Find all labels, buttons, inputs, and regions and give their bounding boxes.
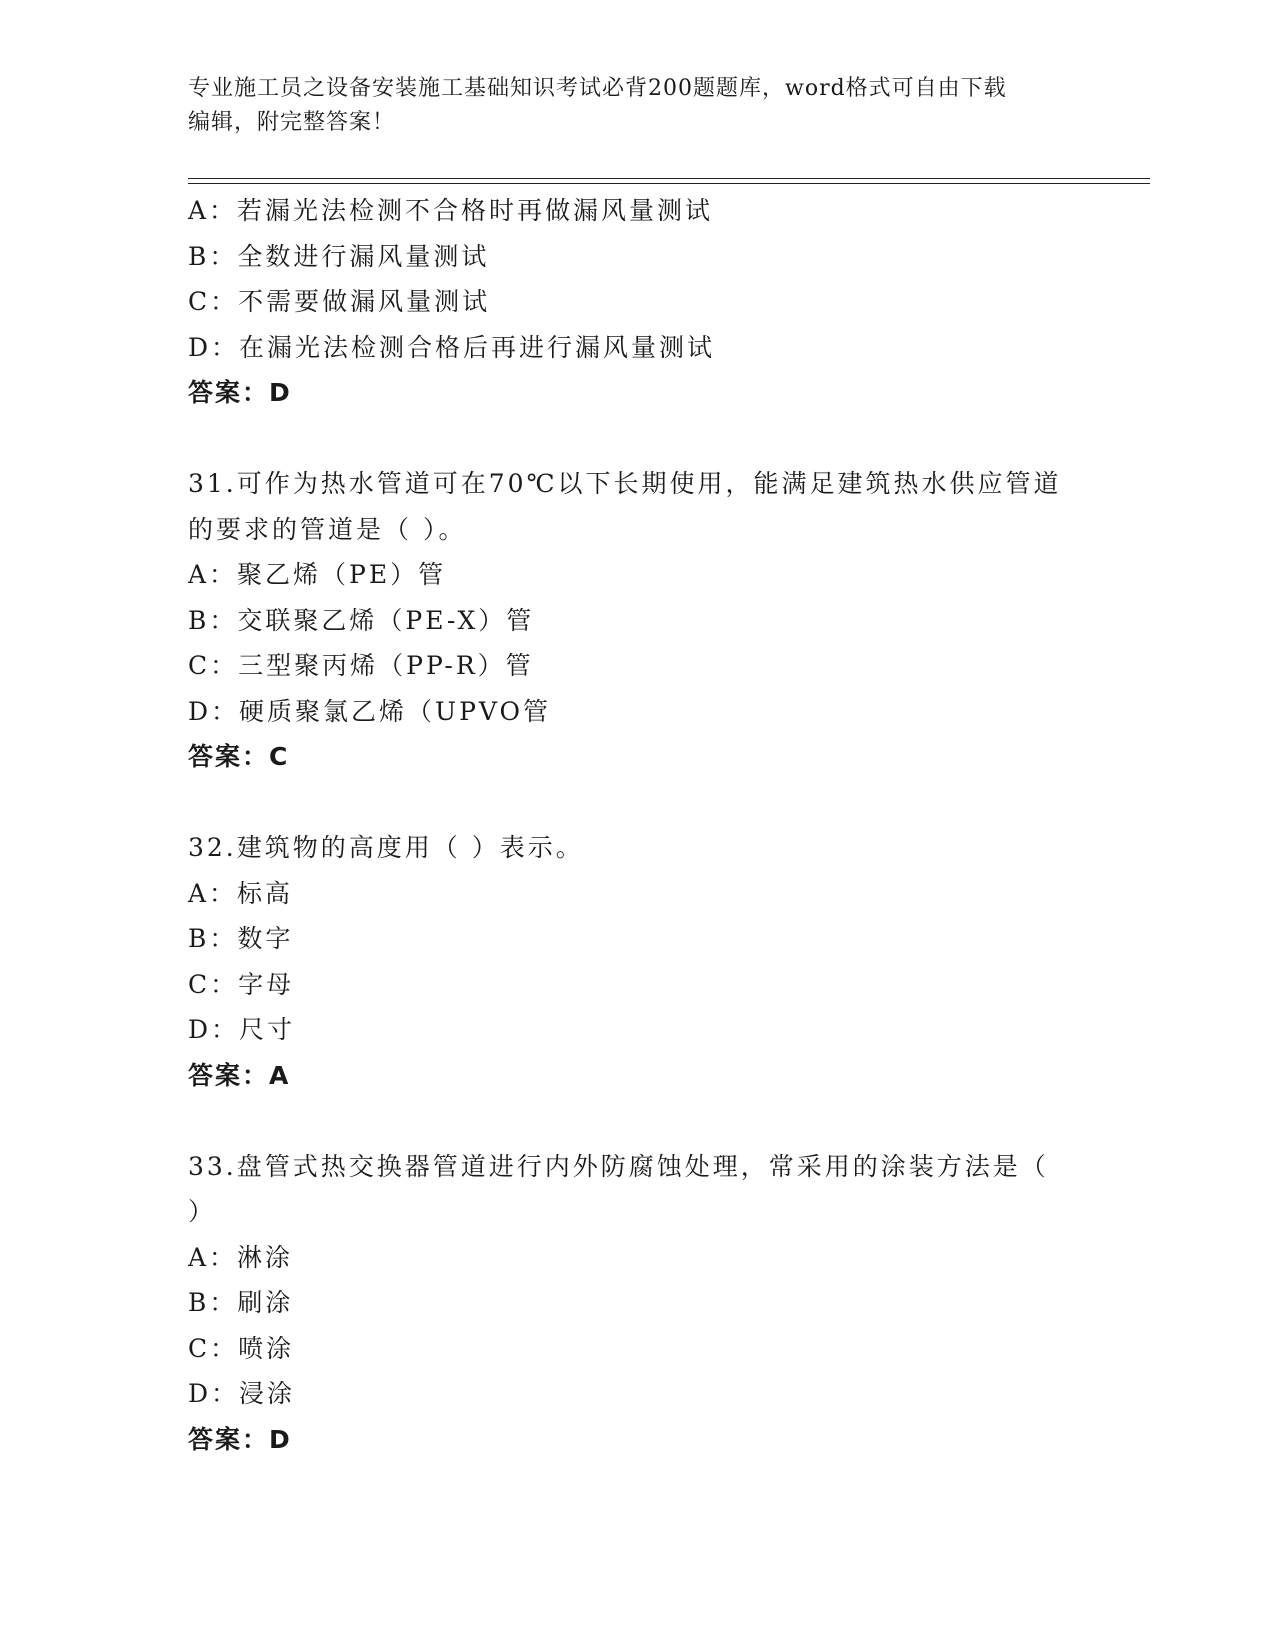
header-line-2: 编辑，附完整答案！ bbox=[188, 110, 396, 135]
option-b: B：数字 bbox=[188, 924, 294, 953]
question-stem-line-2: 的要求的管道是（ ）。 bbox=[188, 514, 467, 544]
option-c: C：不需要做漏风量测试 bbox=[188, 287, 491, 316]
answer: 答案：D bbox=[188, 1424, 292, 1454]
option-c: C：字母 bbox=[188, 969, 295, 999]
question-stem-line-2: ） bbox=[188, 1197, 217, 1226]
option-a: A：标高 bbox=[188, 878, 294, 908]
spacer bbox=[188, 1098, 1088, 1144]
header-divider-bottom bbox=[188, 183, 1150, 184]
option-d: D：尺寸 bbox=[188, 1015, 296, 1044]
header-line-1: 专业施工员之设备安装施工基础知识考试必背200题题库，word格式可自由下载 bbox=[188, 76, 1007, 101]
question-31 bbox=[188, 461, 1088, 780]
question-stem-line-1: 31.可作为热水管道可在70℃以下长期使用，能满足建筑热水供应管道 bbox=[188, 469, 1062, 498]
header-divider-top bbox=[188, 178, 1150, 179]
document-header bbox=[188, 72, 1088, 140]
option-d: D：浸涂 bbox=[188, 1379, 296, 1408]
option-c: C：三型聚丙烯（PP-R）管 bbox=[188, 651, 534, 680]
option-b: B：全数进行漏风量测试 bbox=[188, 241, 490, 271]
option-a: A：淋涂 bbox=[188, 1242, 294, 1272]
option-d: D：硬质聚氯乙烯（UPVO管 bbox=[188, 696, 552, 726]
option-a: A：聚乙烯（PE）管 bbox=[188, 560, 447, 589]
question-30 bbox=[188, 188, 1088, 416]
option-b: B：刷涂 bbox=[188, 1288, 294, 1317]
option-a: A：若漏光法检测不合格时再做漏风量测试 bbox=[188, 196, 714, 225]
option-b: B：交联聚乙烯（PE-X）管 bbox=[188, 605, 535, 635]
spacer bbox=[188, 416, 1088, 462]
question-32 bbox=[188, 825, 1088, 1098]
question-list bbox=[188, 188, 1088, 1462]
answer: 答案：A bbox=[188, 1060, 291, 1090]
answer: 答案：D bbox=[188, 378, 292, 407]
question-stem-line-1: 33.盘管式热交换器管道进行内外防腐蚀处理，常采用的涂装方法是（ bbox=[188, 1151, 1049, 1181]
spacer bbox=[188, 780, 1088, 826]
option-d: D：在漏光法检测合格后再进行漏风量测试 bbox=[188, 332, 716, 362]
answer: 答案：C bbox=[188, 742, 290, 771]
question-33 bbox=[188, 1144, 1088, 1463]
option-c: C：喷涂 bbox=[188, 1333, 295, 1363]
question-stem-line-1: 32.建筑物的高度用（ ）表示。 bbox=[188, 833, 584, 862]
